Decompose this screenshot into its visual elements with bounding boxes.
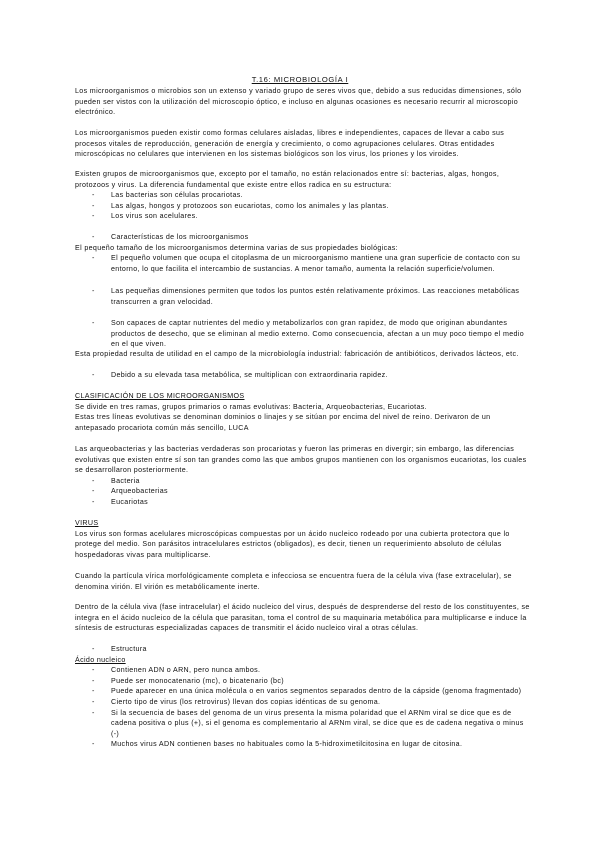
list-item: - Debido a su elevada tasa metabólica, se multiplican con extraordinaria rapidez.: [75, 370, 530, 381]
classification-heading: CLASIFICACIÓN DE LOS MICROORGANISMOS: [75, 392, 245, 400]
classification-paragraph-1: Se divide en tres ramas, grupos primarios o ramas evolutivas: Bacteria, Arqueobacterias, Eucariotas.: [75, 402, 428, 411]
list-item: - Las algas, hongos y protozoos son eucariotas, como los animales y las plantas.: [75, 201, 530, 212]
structure-list: [75, 190, 530, 222]
classification-section: [75, 391, 530, 433]
list-item: - El pequeño volumen que ocupa el citoplasma de un microorganismo mantiene una gran superficie de contacto con su entorno, lo que facilita el intercambio de sustancias. A menor tamaño, aumenta la relación superficie/volumen.: [75, 253, 530, 274]
page-title: T.16: MICROBIOLOGÍA I: [251, 75, 349, 84]
characteristics-item-4: [75, 370, 530, 381]
characteristics-list: [75, 253, 530, 274]
virus-paragraph-2: Cuando la partícula vírica morfológicamente completa e infecciosa se encuentra fuera de la célula viva (fase extracelular), se denomina virión. El virión es metabólicamente inerte.: [75, 572, 512, 591]
list-item: - Estructura: [75, 644, 530, 655]
virus-paragraph-1: Los virus son formas acelulares microscópicas compuestas por un ácido nucleico rodeado por una cubierta protectora que lo protege del medio. Son parásitos intracelulares estrictos (obligados), es decir, tienen un requerimiento absoluto de células hospedadoras vivas para multiplicarse.: [75, 529, 510, 559]
classification-paragraph-2: Estas tres líneas evolutivas se denominan dominios o linajes y se sitúan por encima del nivel de reino. Derivaron de un antepasado procariota común más sencillo, LUCA: [75, 413, 491, 432]
list-item: - Bacteria: [75, 476, 530, 487]
characteristics-intro: El pequeño tamaño de los microorganismos determina varias de sus propiedades biológicas:: [75, 243, 398, 252]
classification-paragraph-3: Las arqueobacterias y las bacterias verdaderas son procariotas y fueron las primeras en divergir; sin embargo, las diferencias evolutivas que existen entre sí son tan grandes como las que ambos grupos mantienen con los organismos eucariotas, los cuales se desarrollaron posteriormente. - Bacteria - Arqueobacterias - Eucariotas: [75, 444, 530, 508]
domains-list: [75, 476, 530, 508]
list-item: - Son capaces de captar nutrientes del medio y metabolizarlos con gran rapidez, de modo que originan abundantes productos de desecho, que se eliminan al medio externo. Como consecuencia, afectan a un muy poco tiempo el medio en el que viven.: [75, 318, 530, 350]
list-item: - Puede aparecer en una única molécula o en varios segmentos separados dentro de la cápside (genoma fragmentado): [75, 686, 530, 697]
list-item: - Contienen ADN o ARN, pero nunca ambos.: [75, 665, 530, 676]
list-item: - Si la secuencia de bases del genoma de un virus presenta la misma polaridad que el ARNm viral se dice que es de cadena positiva o plus (+), si el genoma es complementario al ARNm viral, se dice que es de cadena negativa o minus (-): [75, 708, 530, 740]
characteristics-heading: - Características de los microorganismos: [75, 232, 530, 243]
characteristics-item-3: [75, 318, 530, 350]
list-item: - Muchos virus ADN contienen bases no habituales como la 5-hidroximetilcitosina en lugar de citosina.: [75, 739, 530, 750]
nucleic-acid-heading: Ácido nucleico: [75, 655, 126, 664]
intro-paragraph-2: Los microorganismos pueden existir como formas celulares aisladas, libres e independientes, capaces de llevar a cabo sus procesos vitales de reproducción, generación de energía y crecimiento, o como agrupaciones celulares. Otras entidades microscópicas no celulares que intervienen en los sistemas biológicos son los virus, los priones y los viroides.: [75, 129, 505, 159]
virus-paragraph-3: Dentro de la célula viva (fase intracelular) el ácido nucleico del virus, después de desprenderse del resto de los constituyentes, se integra en el ácido nucleico de la célula que parasitan, toma el control de su maquinaria metabólica para multiplicarse e induce la síntesis de estructuras especializadas capaces de transmitir el ácido nucleico viral a otras células.: [75, 603, 530, 633]
list-item: - Los virus son acelulares.: [75, 211, 530, 222]
list-item: - Las pequeñas dimensiones permiten que todos los puntos estén relativamente próximos. Las reacciones metabólicas transcurren a gran velocidad.: [75, 286, 530, 307]
list-item: - Eucariotas: [75, 497, 530, 508]
list-item: - Arqueobacterias: [75, 486, 530, 497]
nucleic-acid-list: [75, 665, 530, 750]
virus-section: [75, 518, 530, 560]
list-item: - Puede ser monocatenario (mc), o bicatenario (bc): [75, 676, 530, 687]
intro-paragraph-1: Los microorganismos o microbios son un extenso y variado grupo de seres vivos que, debido a sus reducidas dimensiones, sólo pueden ser vistos con la utilización del microscopio óptico, e incluso en algunas ocasiones es necesario recurrir al microscopio electrónico.: [75, 87, 522, 117]
characteristics-note: Esta propiedad resulta de utilidad en el campo de la microbiología industrial: fabricación de antibióticos, derivados lácteos, etc.: [75, 350, 519, 358]
characteristics-section: [75, 232, 530, 274]
characteristics-item-2: [75, 286, 530, 307]
virus-heading: VIRUS: [75, 519, 99, 527]
virus-structure: [75, 644, 530, 750]
list-item: - Cierto tipo de virus (los retrovirus) llevan dos copias idénticas de su genoma.: [75, 697, 530, 708]
list-item: - Las bacterias son células procariotas.: [75, 190, 530, 201]
intro-paragraph-3: Existen grupos de microorganismos que, excepto por el tamaño, no están relacionados entre sí: bacterias, algas, hongos, protozoos y virus. La diferencia fundamental que existe entre ellos radica en su estructura: - Las bacterias son células procariotas. - Las algas, hongos y protozoos son eucariotas, como los animales y las plantas. - Los virus son acelulares.: [75, 169, 530, 222]
